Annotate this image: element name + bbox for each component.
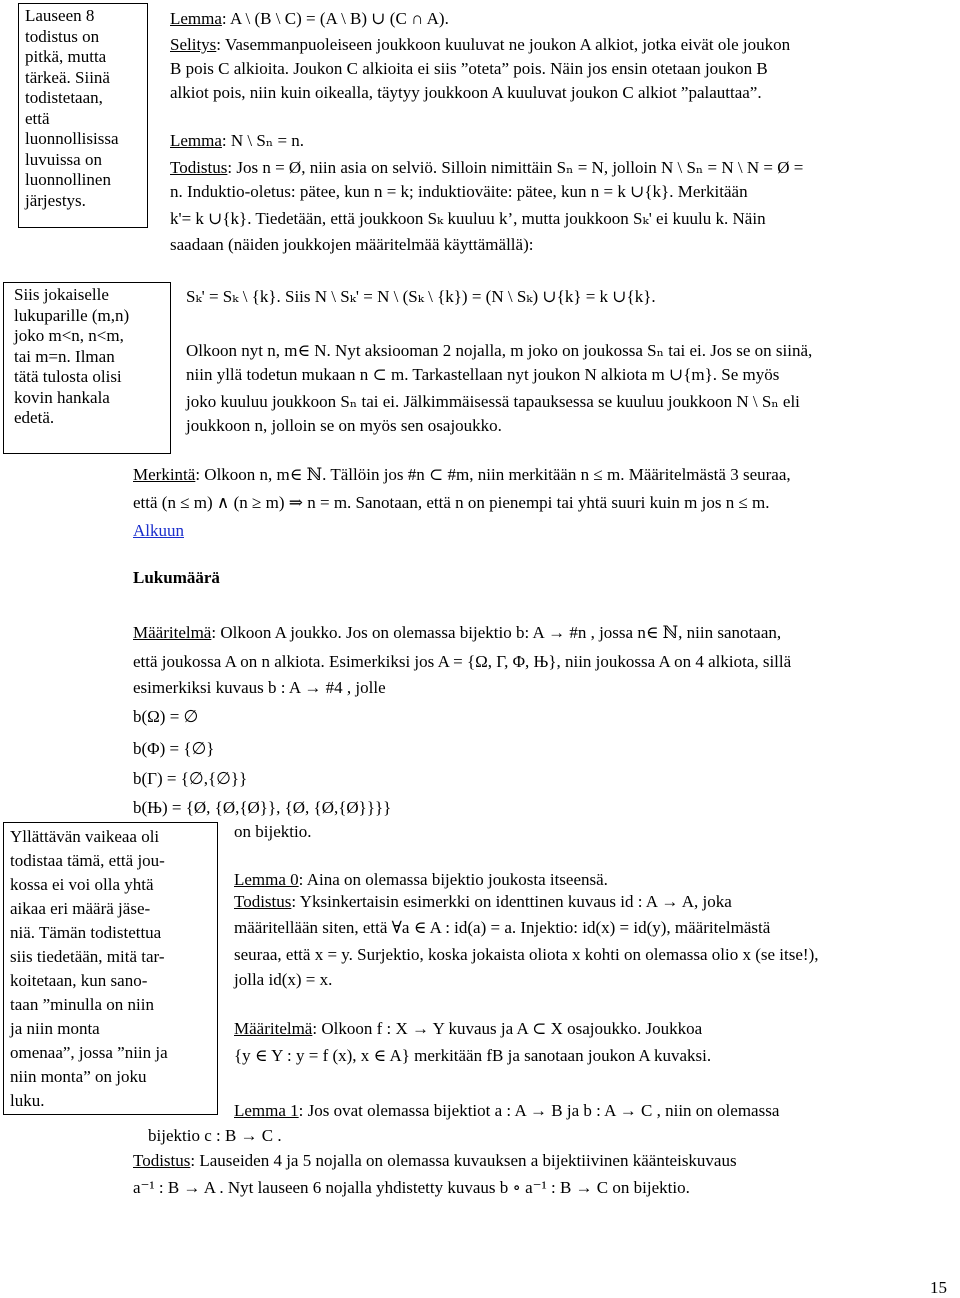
lemma-a-statement bbox=[170, 8, 449, 30]
note-line: luvuissa on bbox=[25, 149, 102, 169]
proof-label: Todistus bbox=[133, 1151, 191, 1170]
note-line: luonnollisissa bbox=[25, 129, 119, 148]
lemma0-proof-line: jolla id(x) = x. bbox=[234, 970, 333, 989]
selitys-line bbox=[170, 34, 790, 56]
note-line: taan ”minulla on niin bbox=[10, 995, 154, 1014]
note-line: että bbox=[25, 108, 50, 128]
lemma-label: Lemma bbox=[170, 131, 222, 150]
note-line: kovin hankala bbox=[14, 387, 110, 407]
margin-note-3 bbox=[3, 822, 218, 1115]
selitys-line: B pois C alkioita. Joukon C alkioita ei siis ”oteta” pois. Näin jos ensin otetaan joukon B bbox=[170, 59, 768, 78]
definition-text: : Olkoon f : X → Y kuvaus ja A ⊂ X osajoukko. Joukkoa bbox=[312, 1019, 703, 1038]
proof-line: n. Induktio-oletus: pätee, kun n = k; induktioväite: pätee, kun n = k ∪{k}. Merkitään bbox=[170, 182, 748, 201]
lemma-n-statement bbox=[170, 130, 304, 152]
formula-line: b(Ω) = ∅ bbox=[133, 707, 199, 726]
proof-text: : Lauseiden 4 ja 5 nojalla on olemassa kuvauksen a bijektiivinen käänteiskuvaus bbox=[190, 1151, 737, 1170]
proof-label: Todistus bbox=[234, 892, 292, 911]
lemma0-proof-line: määritellään siten, että ∀a ∈ A : id(a) = a. Injektio: id(x) = id(y), määritelmästä bbox=[234, 918, 771, 937]
note-line: ja niin monta bbox=[10, 1019, 100, 1038]
note-line: niä. Tämän todistettua bbox=[10, 923, 162, 942]
formula-line: b(Φ) = {∅} bbox=[133, 739, 215, 758]
lemma0-statement bbox=[234, 869, 608, 891]
definition-label: Määritelmä bbox=[133, 623, 212, 642]
merkinta-line bbox=[133, 464, 791, 486]
note-line: aikaa eri määrä jäse- bbox=[10, 899, 151, 918]
alkuun-link[interactable]: Alkuun bbox=[133, 521, 184, 540]
lemma1-text: : Jos ovat olemassa bijektiot a : A → B ja b : A → C , niin on olemassa bbox=[298, 1101, 780, 1120]
note-line: siis tiedetään, mitä tar- bbox=[10, 947, 165, 966]
page-number: 15 bbox=[930, 1278, 947, 1297]
lemma1-statement bbox=[234, 1100, 779, 1122]
proof-text: : Jos n = Ø, niin asia on selviö. Silloin nimittäin Sₙ = N, jolloin N \ Sₙ = N \ N = Ø = bbox=[227, 158, 804, 177]
definition-line: että joukossa A on n alkiota. Esimerkiksi jos A = {Ω, Γ, Φ, Њ}, niin joukossa A on 4 alkiota, sillä bbox=[133, 652, 792, 671]
note-line: edetä. bbox=[14, 408, 55, 427]
formula-line: on bijektio. bbox=[234, 822, 312, 841]
note-line: tärkeä. Siinä bbox=[25, 67, 110, 87]
definition-text: : Olkoon A joukko. Jos on olemassa bijektio b: A → #n , jossa n∈ ℕ, niin sanotaan, bbox=[211, 623, 782, 642]
lemma-text: : A \ (B \ C) = (A \ B) ∪ (C ∩ A). bbox=[221, 9, 449, 28]
lemma0-proof-line bbox=[234, 891, 732, 913]
merkinta-label: Merkintä bbox=[133, 465, 196, 484]
lemma0-proof-line: seuraa, että x = y. Surjektio, koska jokaista oliota x kohti on olemassa olio x (se itse!), bbox=[234, 945, 819, 964]
note-line: tätä tulosta olisi bbox=[14, 367, 122, 386]
note-line: kossa ei voi olla yhtä bbox=[10, 875, 154, 894]
selitys-line: alkiot pois, niin kuin oikealla, täytyy joukkoon A kuuluvat joukon C alkiot ”palauttaa”. bbox=[170, 83, 762, 102]
note-line: luonnollinen bbox=[25, 170, 111, 189]
definition-line bbox=[133, 622, 781, 644]
selitys-text: : Vasemmanpuoleiseen joukkoon kuuluvat ne joukon A alkiot, jotka eivät ole joukon bbox=[216, 35, 791, 54]
lemma0-label: Lemma 0 bbox=[234, 870, 299, 889]
proof-line: Sₖ' = Sₖ \ {k}. Siis N \ Sₖ' = N \ (Sₖ \ {k}) = (N \ Sₖ) ∪{k} = k ∪{k}. bbox=[186, 287, 656, 306]
margin-note-1 bbox=[18, 3, 148, 228]
note-line: Yllättävän vaikeaa oli bbox=[10, 827, 160, 846]
definition2-line bbox=[234, 1018, 702, 1040]
note-line: Lauseen 8 bbox=[25, 6, 95, 25]
merkinta-line: että (n ≤ m) ∧ (n ≥ m) ⇒ n = m. Sanotaan, että n on pienempi tai yhtä suuri kuin m jos n ≤ m. bbox=[133, 493, 770, 512]
section-title: Lukumäärä bbox=[133, 568, 220, 587]
note-line: Siis jokaiselle bbox=[14, 285, 109, 304]
lemma1-label: Lemma 1 bbox=[234, 1101, 299, 1120]
note-line: tai m=n. Ilman bbox=[14, 346, 115, 366]
definition-label: Määritelmä bbox=[234, 1019, 313, 1038]
note-line: todistus on bbox=[25, 26, 100, 46]
proof-line: joko kuuluu joukkoon Sₙ tai ei. Jälkimmäisessä tapauksessa se kuuluu joukkoon N \ Sₙ eli bbox=[186, 392, 800, 411]
note-line: niin monta” on joku bbox=[10, 1067, 147, 1086]
margin-note-2 bbox=[3, 282, 171, 454]
note-line: joko m<n, n<m, bbox=[14, 326, 124, 345]
definition-line: esimerkiksi kuvaus b : A → #4 , jolle bbox=[133, 678, 386, 697]
lemma-text: : N \ Sₙ = n. bbox=[221, 131, 305, 150]
note-line: pitkä, mutta bbox=[25, 47, 107, 66]
formula-line: b(Γ) = {∅,{∅}} bbox=[133, 769, 248, 788]
note-line: lukuparille (m,n) bbox=[14, 305, 130, 325]
note-line: koitetaan, kun sano- bbox=[10, 971, 148, 990]
note-line: todistaa tämä, että jou- bbox=[10, 851, 165, 870]
note-line: luku. bbox=[10, 1091, 45, 1110]
selitys-label: Selitys bbox=[170, 35, 217, 54]
lemma1-proof-line: a⁻¹ : B → A . Nyt lauseen 6 nojalla yhdistetty kuvaus b ∘ a⁻¹ : B → C on bijektio. bbox=[133, 1178, 690, 1197]
definition2-line: {y ∈ Y : y = f (x), x ∈ A} merkitään fB ja sanotaan joukon A kuvaksi. bbox=[234, 1046, 712, 1065]
lemma1-proof-line bbox=[133, 1150, 737, 1172]
lemma0-text: : Aina on olemassa bijektio joukosta itseensä. bbox=[298, 870, 608, 889]
proof-line bbox=[170, 157, 803, 179]
note-line: omenaa”, jossa ”niin ja bbox=[10, 1043, 168, 1062]
proof-label: Todistus bbox=[170, 158, 228, 177]
lemma-label: Lemma bbox=[170, 9, 222, 28]
proof-line: Olkoon nyt n, m∈ N. Nyt aksiooman 2 nojalla, m joko on joukossa Sₙ tai ei. Jos se on siinä, bbox=[186, 341, 813, 360]
proof-line: joukkoon n, jolloin se on myös sen osajoukko. bbox=[186, 416, 502, 435]
proof-line: k'= k ∪{k}. Tiedetään, että joukkoon Sₖ kuuluu k’, mutta joukkoon Sₖ' ei kuulu k. Näin bbox=[170, 209, 766, 228]
note-line: järjestys. bbox=[25, 190, 86, 210]
merkinta-text: : Olkoon n, m∈ ℕ. Tällöin jos #n ⊂ #m, niin merkitään n ≤ m. Määritelmästä 3 seuraa, bbox=[195, 465, 791, 484]
formula-line: b(Њ) = {Ø, {Ø,{Ø}}, {Ø, {Ø,{Ø}}}} bbox=[133, 798, 392, 817]
note-line: todistetaan, bbox=[25, 88, 103, 107]
proof-line: saadaan (näiden joukkojen määritelmää käyttämällä): bbox=[170, 235, 534, 254]
proof-line: niin yllä todetun mukaan n ⊂ m. Tarkastellaan nyt joukon N alkiota m ∪{m}. Se myös bbox=[186, 365, 780, 384]
proof-text: : Yksinkertaisin esimerkki on identtinen kuvaus id : A → A, joka bbox=[291, 892, 732, 911]
lemma1-line: bijektio c : B → C . bbox=[148, 1126, 282, 1145]
